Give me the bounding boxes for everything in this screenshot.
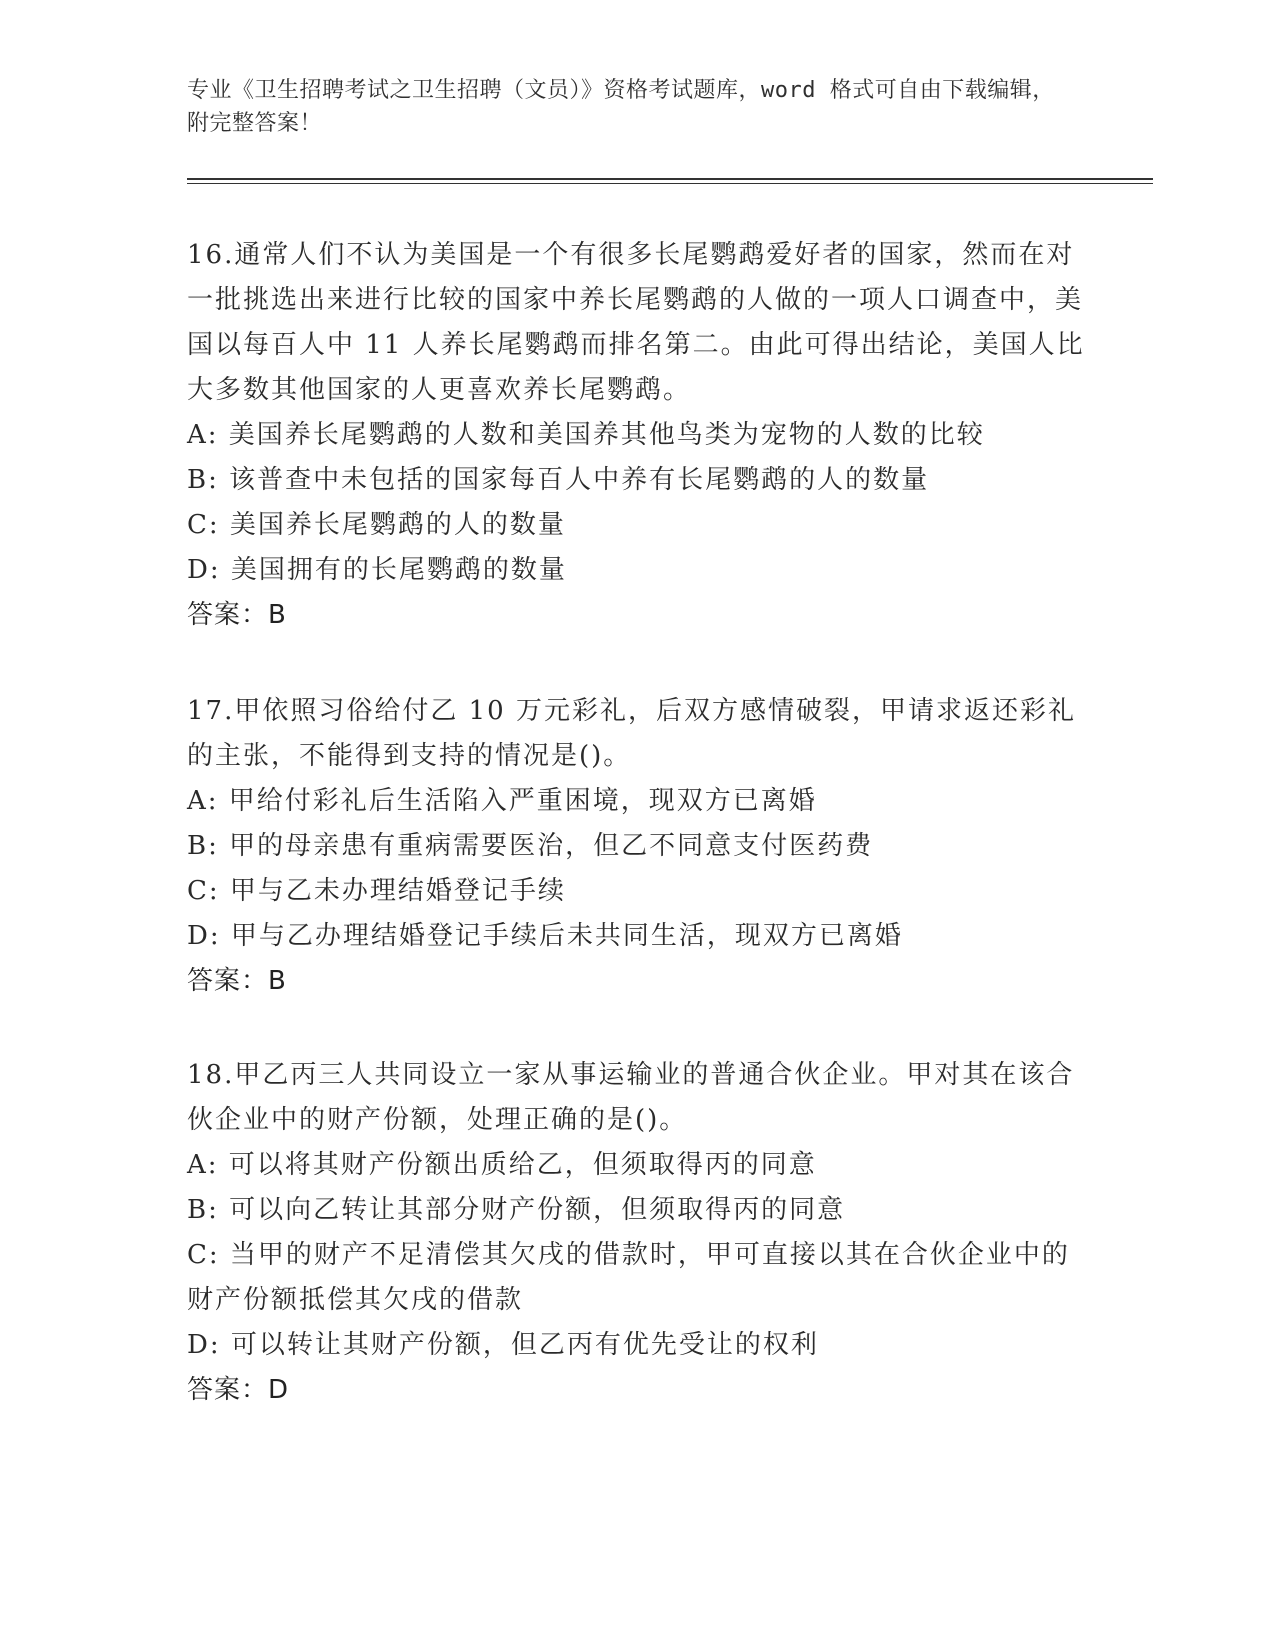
question-stem: 18.甲乙丙三人共同设立一家从事运输业的普通合伙企业。甲对其在该合伙企业中的财产份额，处理正确的是()。 (187, 1060, 1075, 1135)
option-b: B: 该普查中未包括的国家每百人中养有长尾鹦鹉的人的数量 (187, 465, 930, 495)
option-c: C: 美国养长尾鹦鹉的人的数量 (187, 510, 566, 540)
header-divider (187, 178, 1153, 184)
question-17 (187, 689, 1087, 1004)
option-d: D: 美国拥有的长尾鹦鹉的数量 (187, 555, 567, 585)
question-stem: 17.甲依照习俗给付乙 10 万元彩礼，后双方感情破裂，甲请求返还彩礼的主张，不能得到支持的情况是()。 (187, 696, 1076, 771)
option-b: B: 甲的母亲患有重病需要医治，但乙不同意支付医药费 (187, 831, 874, 861)
document-header (187, 74, 1067, 140)
option-c: C: 当甲的财产不足清偿其欠戌的借款时，甲可直接以其在合伙企业中的财产份额抵偿其欠戌的借款 (187, 1240, 1070, 1315)
option-a: A: 甲给付彩礼后生活陷入严重困境，现双方已离婚 (187, 786, 817, 816)
divider-thick-line (187, 178, 1153, 180)
question-stem: 16.通常人们不认为美国是一个有很多长尾鹦鹉爱好者的国家，然而在对一批挑选出来进行比较的国家中养长尾鹦鹉的人做的一项人口调查中，美国以每百人中 11 人养长尾鹦鹉而排名第二。由此可得出结论，美国人比大多数其他国家的人更喜欢养长尾鹦鹉。 (187, 240, 1085, 405)
question-16 (187, 233, 1087, 638)
question-18 (187, 1053, 1087, 1413)
header-title: 专业《卫生招聘考试之卫生招聘（文员）》资格考试题库，word 格式可自由下载编辑，附完整答案！ (187, 78, 1055, 136)
answer-line: 答案：D (187, 1375, 290, 1405)
option-d: D: 可以转让其财产份额，但乙丙有优先受让的权利 (187, 1330, 819, 1360)
option-c: C: 甲与乙未办理结婚登记手续 (187, 876, 566, 906)
option-a: A: 美国养长尾鹦鹉的人数和美国养其他鸟类为宠物的人数的比较 (187, 420, 985, 450)
option-d: D: 甲与乙办理结婚登记手续后未共同生活，现双方已离婚 (187, 921, 903, 951)
option-b: B: 可以向乙转让其部分财产份额，但须取得丙的同意 (187, 1195, 846, 1225)
answer-line: 答案：B (187, 966, 287, 996)
option-a: A: 可以将其财产份额出质给乙，但须取得丙的同意 (187, 1150, 817, 1180)
answer-line: 答案：B (187, 600, 287, 630)
divider-thin-line (187, 183, 1153, 184)
